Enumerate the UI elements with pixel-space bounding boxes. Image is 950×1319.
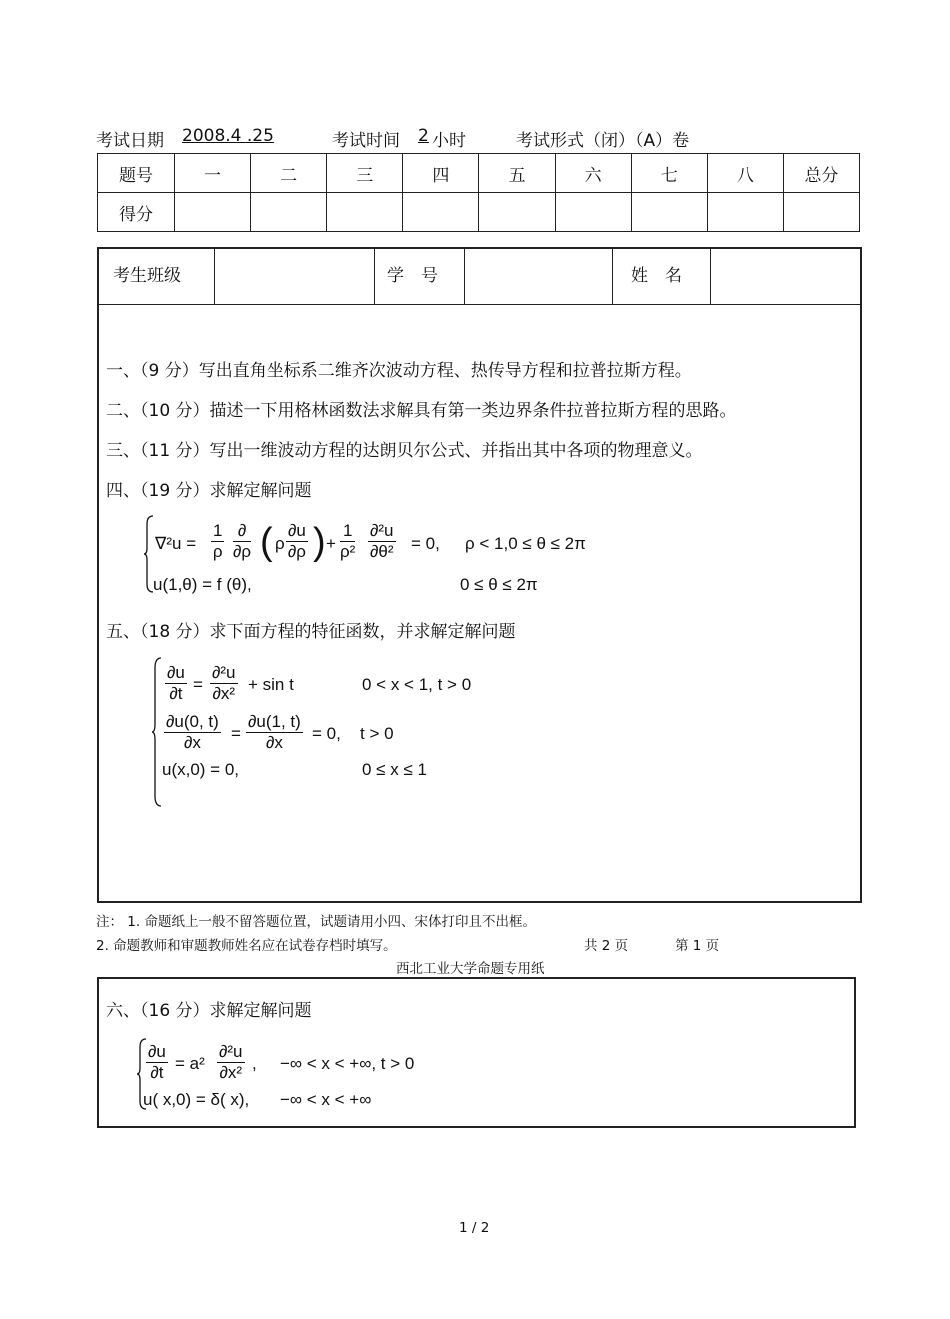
eq4-frac-1-rho [211, 521, 224, 562]
exam-time-unit: 小时 [432, 131, 466, 151]
score-table-cell: 八 [707, 154, 783, 193]
score-row-label: 得分 [98, 193, 175, 232]
score-input-cell[interactable] [175, 193, 251, 232]
eq5-frac-du1t [246, 712, 303, 753]
eq6-eq: = a² [175, 1054, 205, 1073]
score-input-cell[interactable] [555, 193, 631, 232]
question-5: 五、（18 分）求下面方程的特征函数，并求解定解问题 [106, 622, 516, 642]
student-id-field[interactable] [465, 249, 613, 304]
score-table-cell: 一 [175, 154, 251, 193]
eq4-bc: u(1,θ) = f (θ), [153, 575, 252, 594]
score-table-cell: 题号 [98, 154, 175, 193]
score-table-score-row [98, 193, 860, 232]
score-input-cell[interactable] [403, 193, 479, 232]
score-table-cell: 五 [479, 154, 555, 193]
eq4-cond2: 0 ≤ θ ≤ 2π [460, 575, 538, 594]
score-table-cell: 七 [631, 154, 707, 193]
eq6-du: ∂u [148, 1042, 166, 1061]
score-table-cell: 三 [327, 154, 403, 193]
eq6-dx2: ∂x² [219, 1063, 243, 1082]
eq4-frac-d2u [368, 521, 396, 562]
score-input-cell[interactable] [707, 193, 783, 232]
eq4-frac-du-drho [286, 521, 308, 562]
this-page: 第 1 页 [675, 938, 720, 954]
score-input-cell[interactable] [783, 193, 859, 232]
eq4-lhs: ∇²u = [155, 534, 197, 553]
eq5-frac-du0t [164, 712, 221, 753]
score-table-cell: 六 [555, 154, 631, 193]
eq5-dt: ∂t [169, 684, 183, 703]
eq5-dx2: ∂x² [212, 684, 236, 703]
eq4-dtheta2: ∂θ² [370, 542, 394, 561]
paper-title: 西北工业大学命题专用纸 [396, 961, 545, 977]
name-label: 姓 名 [613, 249, 711, 304]
eq6-cond2: −∞ < x < +∞ [280, 1090, 372, 1109]
eq4-rho: ρ [212, 542, 223, 561]
note-line-2: 2. 命题教师和审题教师姓名应在试卷存档时填写。 [96, 938, 397, 954]
score-table-cell: 总分 [783, 154, 859, 193]
eq4-one: 1 [213, 521, 223, 540]
eq5-frac-du-dt [165, 663, 187, 704]
eq5-cond2: t > 0 [360, 724, 394, 743]
eq4-du: ∂u [288, 521, 306, 540]
eq4-cond1: ρ < 1,0 ≤ θ ≤ 2π [465, 534, 586, 553]
score-table-header-row [98, 154, 860, 193]
student-id-label: 学 号 [375, 249, 465, 304]
eq6-cond1: −∞ < x < +∞, t > 0 [280, 1054, 415, 1073]
class-label: 考生班级 [99, 249, 215, 304]
question-1: 一、（9 分）写出直角坐标系二维齐次波动方程、热传导方程和拉普拉斯方程。 [106, 361, 692, 381]
eq5-eq: = [193, 675, 203, 694]
eq5-cond3: 0 ≤ x ≤ 1 [362, 760, 427, 779]
eq4-rho-inner: ρ [275, 534, 285, 553]
score-input-cell[interactable] [479, 193, 555, 232]
score-input-cell[interactable] [327, 193, 403, 232]
exam-form: 考试形式（闭）（A）卷 [516, 131, 690, 151]
eq4-paren-right: ) [313, 521, 326, 563]
score-table-cell: 四 [403, 154, 479, 193]
eq5-eq-2: = [231, 724, 241, 743]
score-input-cell[interactable] [631, 193, 707, 232]
eq4-frac-d-drho [233, 521, 251, 562]
eq4-d2u: ∂²u [370, 521, 394, 540]
eq5-ic: u(x,0) = 0, [162, 760, 240, 779]
score-table [97, 153, 860, 232]
eq6-dt: ∂t [150, 1063, 164, 1082]
eq5-sint: + sin t [248, 675, 294, 694]
class-field[interactable] [215, 249, 375, 304]
question-6: 六、（16 分）求解定解问题 [106, 1001, 312, 1021]
eq5-cond1: 0 < x < 1, t > 0 [362, 675, 472, 694]
eq5-eq0: = 0, [312, 724, 341, 743]
eq4-plus: + [326, 534, 336, 553]
eq4-paren-left: ( [260, 521, 273, 563]
eq5-frac-d2u-dx2 [210, 663, 238, 704]
eq4-rho2: ρ² [340, 542, 356, 561]
score-input-cell[interactable] [251, 193, 327, 232]
eq5-du0t: ∂u(0, t) [166, 712, 219, 731]
eq6-frac-du-dt [146, 1042, 168, 1083]
eq5-dx: ∂x [183, 733, 201, 752]
eq4-partial-rho: ∂ρ [233, 542, 252, 561]
score-table-cell: 二 [251, 154, 327, 193]
student-info-row [99, 249, 860, 305]
eq5-d2u: ∂²u [212, 663, 236, 682]
eq6-comma: , [252, 1054, 257, 1073]
question-2: 二、（10 分）描述一下用格林函数法求解具有第一类边界条件拉普拉斯方程的思路。 [106, 401, 737, 421]
note-line-1: 注： 1. 命题纸上一般不留答题位置，试题请用小四、宋体打印且不出框。 [96, 914, 536, 930]
eq4-eq0: = 0, [411, 534, 440, 553]
eq6-frac-d2u-dx2 [217, 1042, 245, 1083]
eq5-du: ∂u [167, 663, 185, 682]
eq4-one-2: 1 [340, 521, 355, 542]
question-4: 四、（19 分）求解定解问题 [106, 481, 312, 501]
exam-time-label: 考试时间 [332, 131, 400, 151]
exam-date-value: 2008.4 .25 [182, 126, 274, 146]
eq4-partial: ∂ [233, 521, 251, 542]
page-number: 1 / 2 [459, 1220, 490, 1236]
question-3: 三、（11 分）写出一维波动方程的达朗贝尔公式、并指出其中各项的物理意义。 [106, 441, 703, 461]
exam-time-value: 2 [418, 126, 429, 146]
eq5-dx-2: ∂x [265, 733, 283, 752]
exam-date-label: 考试日期 [96, 131, 164, 151]
eq6-d2u: ∂²u [219, 1042, 243, 1061]
eq6-ic: u( x,0) = δ( x), [143, 1090, 250, 1109]
eq4-partial-rho-2: ∂ρ [287, 542, 306, 561]
brace-q5 [151, 656, 163, 808]
total-pages: 共 2 页 [584, 938, 629, 954]
name-field[interactable] [711, 249, 860, 304]
eq5-du1t: ∂u(1, t) [248, 712, 301, 731]
eq4-frac-1-rho2 [340, 521, 355, 562]
